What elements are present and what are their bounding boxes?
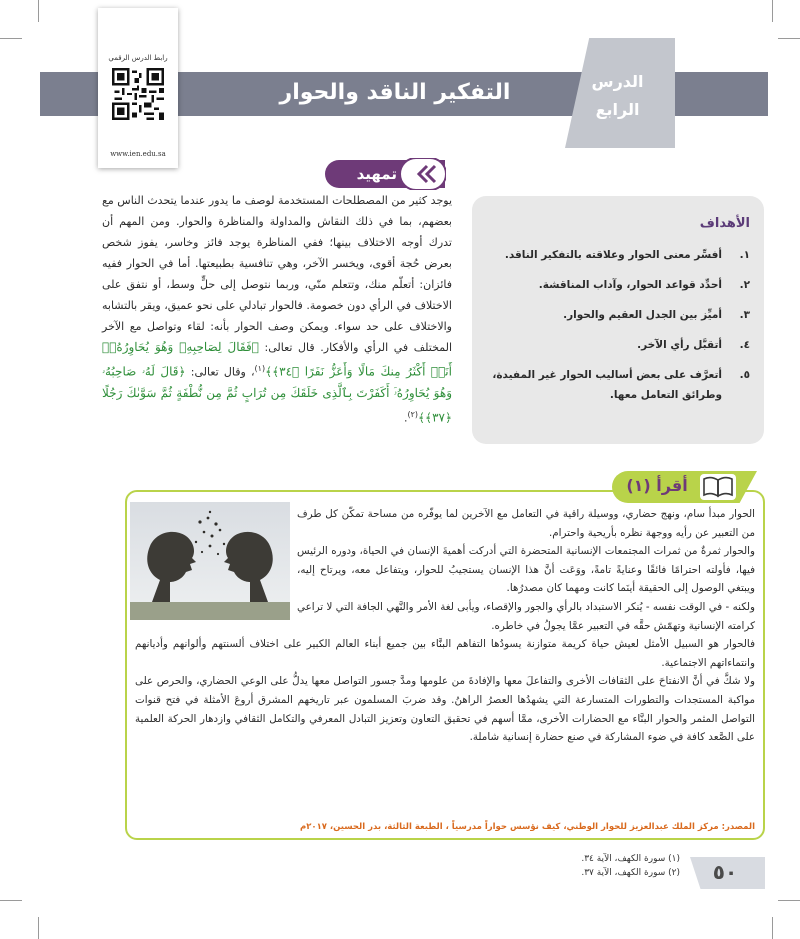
crop-mark (778, 38, 800, 39)
quran-verse-1: ﴿فَقَالَ لِصَاحِبِهِۦ وَهُوَ يُحَاوِرُهُۥٓ أَنَا۠ أَكْثَرُ مِنكَ مَالًا وَأَعَزُّ نَفَرًا ﴿٣٤﴾﴾ (102, 340, 452, 379)
read-paragraph: ولكنه - في الوقت نفسه - يُنكر الاستبداد بالرأي والجور والإقصاء، ويأبى لغة الأمر والنَّهي الجافة التي لا تراعي كرامته الإنسانية وتهمّش حقَّه في التعبير عمَّا يجولُ في خاطره. (297, 600, 755, 632)
double-chevron-icon (400, 158, 446, 190)
crop-mark (38, 0, 39, 22)
page-number: ٥٠ (712, 860, 738, 884)
read-paragraph: والحوار ثمرةٌ من ثمرات المجتمعات الإنسانية المتحضرة التي أدركت أهميةَ الإنسان في الحياة، ودوره الرئيس فيها، فأولته احترامًا فائقًا وعنايةً تامةً، ووَعَت أنَّ هذا الإنسان يستجيبُ للحوار، ويتفاعل معه، ويرتاح إليه، ويبتغي الوصول إلى الحقيقة أينَما كانت ومهما كان مصدرُها. (297, 545, 755, 595)
read-source: المصدر: مركز الملك عبدالعزيز للحوار الوطني، كيف نؤسس حواراً مدرسياً ، الطبعة الثالثة، بدر الحسين، ٢٠١٧م (299, 822, 755, 832)
objective-text: أتعرَّف على بعض أساليب الحوار غير المفيدة، وطرائق التعامل معها. (492, 369, 722, 401)
lesson-title: التفكير الناقد والحوار (279, 80, 511, 105)
objective-item (482, 305, 750, 325)
footnote-ref-2[interactable]: (٢) (407, 409, 419, 419)
objective-item (482, 245, 750, 265)
footnote-ref-1[interactable]: (١) (254, 364, 266, 373)
intro-tag: تمهيد (325, 160, 445, 188)
objective-text: أتقبَّل رأي الآخر. (637, 339, 722, 351)
intro-text-between: ، وقال تعالى: (190, 365, 255, 379)
objective-text: أميِّز بين الجدل العقيم والحوار. (563, 309, 722, 321)
lesson-label: الدرس (591, 72, 644, 91)
crop-mark (772, 0, 773, 22)
image-gap (135, 505, 297, 627)
objective-number: ٤. (739, 339, 750, 351)
read-paragraph: الحوار مبدأ سام، ونهج حضاري، ووسيلة راقية في التعامل مع الآخرين لما يوفّره من مساحة تمكّن كل طرف من التعبير عن رأيه ووجهة نظره بأريحية واحترام. (297, 508, 755, 539)
crop-mark (38, 917, 39, 939)
intro-text: يوجد كثير من المصطلحات المستخدمة لوصف ما يدور عندما يتحدث الناس مع بعضهم، بما في ذلك النقاش والمداولة والمناظرة والحوار. ومن المهم أن تدرك أوجه الاختلاف بينها؛ ففي المناظرة يوجد فائز وخاسر، يفوز شخص بعرض حُجة أقوى، ويخسر الآخر، وهي تنافسية بطبيعتها. أما في الحوار ففيه فائزان: أتعلّم منك، وتتعلم منّي، وربما نتوصل إلى حلٍّ وسط، أو نتفق على الاختلاف في الرأي دون خصومة. فالحوار تبادلي على نحو عميق، ويقر بالتشابه والاختلاف على حد سواء. ويمكن وصف الحوار بأنه: لقاء وتواصل مع الآخر المختلف في الرأي والأفكار. قال تعالى: (102, 194, 452, 354)
intro-paragraph: يوجد كثير من المصطلحات المستخدمة لوصف ما يدور عندما يتحدث الناس مع بعضهم، بما في ذلك النقاش والمداولة والمناظرة والحوار. ومن المهم أن تدرك أوجه الاختلاف بينها؛ ففي المناظرة يوجد فائز وخاسر، يفوز شخص بعرض حُجة أقوى، ويخسر الآخر، وهي تنافسية بطبيعتها. أما في الحوار ففيه فائزان: أتعلّم منك، وتتعلم منّي، وربما نتوصل إلى حلٍّ وسط، أو نتفق على الاختلاف في الرأي دون خصومة. فالحوار تبادلي على نحو عميق، ويقر بالتشابه والاختلاف على حد سواء. ويمكن وصف الحوار بأنه: لقاء وتواصل مع الآخر المختلف في الرأي والأفكار. قال تعالى: ﴿فَقَالَ لِصَاحِبِهِۦ وَهُوَ يُحَاوِرُهُۥٓ أَنَا۠ أَكْثَرُ مِنكَ مَالًا وَأَعَزُّ نَفَرًا ﴿٣٤﴾﴾$^{(١)}$، وقال تعالى: ﴿قَالَ لَهُۥ صَاحِبُهُۥ وَهُوَ يُحَاوِرُهُۥٓ أَكَفَرْتَ بِٱلَّذِى خَلَقَكَ مِن تُرَابٍ ثُمَّ مِن نُّطْفَةٍ ثُمَّ سَوَّىٰكَ رَجُلًا ﴿٣٧﴾﴾$^{(٢)}$. (102, 194, 452, 425)
objective-item (482, 365, 750, 405)
objective-item (482, 275, 750, 295)
objective-number: ١. (739, 249, 750, 261)
read-title: أقرأ (١) (626, 476, 688, 495)
read-body (135, 505, 755, 747)
objective-number: ٥. (739, 369, 750, 381)
qr-label: رابط الدرس الرقمي (108, 54, 168, 62)
footnote: (٢) سورة الكهف، الآية ٣٧. (581, 868, 680, 878)
objective-text: أحدِّد قواعد الحوار، وآداب المناقشة. (538, 279, 722, 291)
objectives-box (472, 196, 764, 444)
footnote: (١) سورة الكهف، الآية ٣٤. (581, 854, 680, 864)
lesson-tab (565, 38, 675, 148)
objective-text: أفسِّر معنى الحوار وعلاقته بالتفكير الناقد. (504, 249, 722, 261)
objective-number: ٢. (739, 279, 750, 291)
open-book-icon (700, 474, 736, 500)
read-paragraph: فالحوار هو السبيل الأمثل لعيش حياة كريمة متوازنة يسودُها التفاهم البنَّاء بين جميع أبناء العالم الكبير على اختلاف ألسنتهم وألوانهم وأديانهم وانتماءاتهم الاجتماعية. (135, 638, 755, 669)
objectives-heading: الأهداف (699, 216, 750, 231)
read-paragraph: ولا شكَّ في أنَّ الانفتاحَ على الثقافات الأخرى والتفاعلَ معها والإفادةَ من علومها ومدَّ جسور التواصل معها يدلُّ على الوعي الحضاري، والحرص على مواكبة المستجدات والتطورات المتسارعة التي يشهدُها العصرُ الراهنُ. وقد ضربَ المسلمون عبر تاريخهم المشرق أروعَ الأمثلة في فتح قنوات التواصل المثمر والحوار البنَّاء مع الحضارات الأخرى، ممَّا أسهم في تحقيق التعاون وتعزيز التبادل المعرفي والتكامل الثقافي وازدهار الحركة العلمية على الصَّعد كافة في ضوء المشاركة في صنع حضارة إنسانية شاملة. (135, 675, 755, 744)
qr-code-icon[interactable] (112, 68, 164, 120)
qr-card[interactable] (98, 8, 178, 168)
crop-mark (0, 38, 22, 39)
crop-mark (772, 917, 773, 939)
quran-verse-2: ﴿قَالَ لَهُۥ صَاحِبُهُۥ وَهُوَ يُحَاوِرُهُۥٓ أَكَفَرْتَ بِٱلَّذِى خَلَقَكَ مِن تُرَابٍ ثُمَّ مِن نُّطْفَةٍ ثُمَّ سَوَّىٰكَ رَجُلًا ﴿٣٧﴾﴾ (102, 364, 452, 425)
footnotes (420, 852, 680, 880)
objective-number: ٣. (739, 309, 750, 321)
objective-item (482, 335, 750, 355)
lesson-number: الرابع (595, 100, 640, 119)
crop-mark (778, 900, 800, 901)
crop-mark (0, 900, 22, 901)
qr-url[interactable]: www.ien.edu.sa (110, 150, 166, 158)
